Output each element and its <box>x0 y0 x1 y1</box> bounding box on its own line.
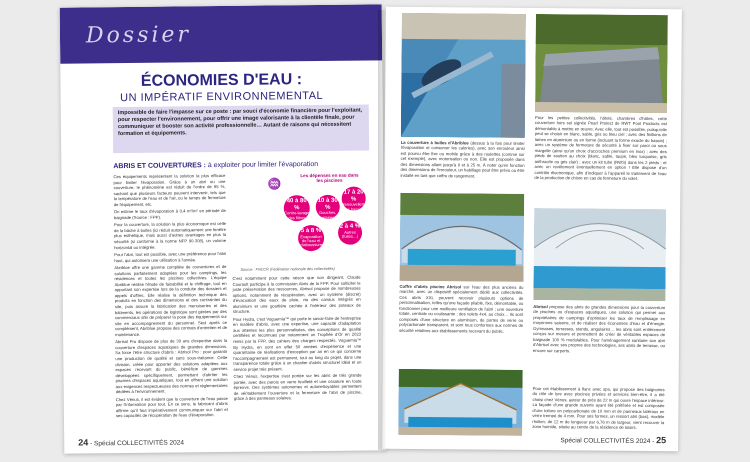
folio-text: Spécial COLLECTIVITÉS 2024 - <box>560 437 657 446</box>
stat-label: Autres (fuites…) <box>341 229 359 239</box>
caption-abrisol-enclosure <box>399 284 523 334</box>
paragraph: Abrisol Pro dispose de plus de 30 ans d'expertise dans la couverture d'espaces aquatiques de grandes dimensions. Sa force l'être structure d'abris : Abrisol Pro : pour garantir une production de qualité et sans sous-traitance. Cette division, créée pour apporter des solutions adaptées aux espaces recevant du public, bénéficie de gammes développées spécifiquement, permettant d'abriter les piscines d'espaces aquatiques, tout en offrant une solution aux exigences respectueuses des normes et réglementaires dédiées à l'environnement. <box>115 338 228 395</box>
caption-venus <box>532 386 664 431</box>
paragraph: Ces équipements représentent la solution la plus efficace pour limiter l'évaporation. Grâce à un abri ou une couverture, le phénomène est réduit de l'ordre de 95 %, sachant que plusieurs facteurs peuvent intervenir, tels que la température de l'eau et de l'air, ou le temps de fermeture de l'équipement, etc. <box>113 172 226 207</box>
stat-blob <box>341 187 371 212</box>
caption-lead: Abrisol <box>533 304 548 310</box>
column-a <box>113 173 228 421</box>
infographic-source: Source : FNCCR (Fédération nationale des collectivités) <box>240 266 335 272</box>
infographic-title: Les dépenses en eau dans les piscines <box>300 172 359 184</box>
intro-box: Impossible de faire l'impasse sur ce poste : par souci d'économie financière pour l'exploitant, pour respecter l'environnement, pour offrir une image valorisante à la clientèle finale, pour communiquer et booster son activité professionnelle… Autant de raisons qui nécessitent formation et équipements. <box>113 104 369 153</box>
left-page <box>60 4 387 453</box>
stat-label: Évaporation de l'eau et éclaboussures <box>298 233 325 248</box>
page-folio-right <box>560 434 666 445</box>
caption-text: Pour les petites collectivités, hôtels, chambres d'hôtes, cette couverture hors sol signée Pearl Protect de RWT Pool Products est démontable à mettre en œuvre. Avec elle, tout est possible, puisqu'elle peut se choisir en blanc, sable, gris ou bleu ciel ; avec des finitions de lames en aluminium ou en forme (incluant la forme exacte du bassin) ; avec un système de fermeture de sécurité à fixer sur paroi ou sous margelle (ainsi qu'un choix d'accroches premium en inox) ; avec des pieds de soutien au choix (blanc, sable, taupe, bleu turquoise, gris anthracite ou gris clair) ; avec un kit tube (RWS) dans les 2 pieds ; et avec un revêtement éventuellement en option ! Elle dispose d'un contrôle électronique, afin d'indiquer à l'appareil le traitement de l'eau de la production de chlore en cas de fermeture du volet. <box>534 115 667 181</box>
section-heading-rest: à exploiter pour limiter l'évaporation <box>205 161 319 170</box>
stat-blob <box>298 225 324 251</box>
stat-blob <box>338 221 362 245</box>
page-number: 24 <box>78 437 89 448</box>
stat-value: 5 à 8 % <box>300 227 322 235</box>
stat-label: Contre-lavage des filtres <box>284 210 310 220</box>
paragraph: On estime le taux d'évaporation à 0,4 m³/m² en période de baignade (Source : FPP). <box>113 208 226 220</box>
caption-pearl-protect <box>534 115 667 182</box>
caption-text: sur l'eau des plus anciens du marché, avec un dispositif spécialement dédié aux collectivités. Ces abris XXL peuvent recevoir plusieurs options de personnalisation, telles qu'une façade pliable, fixe, démontable, ou fonctionner pour une meilleure ventilation de l'abri ; une ouverture totale, centrale ou coulissante ; des volets 4x4, au choix… Ils sont composés d'une structure en aluminium, de portes de verre ou polycarbonate transparent, et sont tous conformes aux normes de sécurité relatives aux établissements recevant du public. <box>399 284 524 334</box>
section-label: Dossier <box>85 22 192 49</box>
photo-abrisol-enclosure <box>400 193 525 282</box>
book-spine <box>378 10 392 450</box>
photo-venus-enclosure <box>398 369 523 436</box>
paragraph: Pour la couverture, la solution la plus économique est celle de la bâche à bulles (ici réduit automatiquement une fenêtre plus esthétique, mais aussi d'autres avantages en plus la sécurité (si conforme à la norme NFP 90-308), un volume horizontal ou intégrée. <box>113 221 227 250</box>
paragraph: Pour l'abri, tout est possible, avec une préférence pour l'abri haut, qui autorisera une utilisation à l'année. <box>114 251 227 263</box>
stat-blob <box>316 195 340 224</box>
stat-label: Renouvellement des bassins <box>341 201 371 212</box>
stat-value: 10 à 30 % <box>317 197 338 211</box>
dossier-band <box>60 4 383 63</box>
article-title: ÉCONOMIES D'EAU : <box>140 71 303 90</box>
section-heading <box>113 160 373 170</box>
caption-lead: Coffre d'abris piscine Abrisol <box>399 283 462 290</box>
paragraph: Chez Vénus, l'expertise s'est portée sur les abris de très grande portée, avec des parois en verre feuilleté et une ossature en toute épreuve. Des systèmes autonomes et autonettoyables permettent de véritablement l'ouverture et la fermeture de l'abri de piscine, grâce à des panneaux solaires. <box>233 372 362 402</box>
right-page <box>382 7 682 452</box>
photo-abrisol-interior <box>533 208 666 301</box>
page-number: 25 <box>656 435 667 446</box>
caption-text: propose des abris de grandes dimensions pour la couverture de piscines ou d'espaces aquatiques, une solution qui permet aux propriétaires de campings d'optimiser les taux de remplissage en moyennes saisons, et de réaliser des économies d'eau et d'énergie. Gymnases, terrasses, stands, angulaires… les abris sont entièrement conçus sur mesure et permettent de créer de véritables espaces de baignade 100 % modulables. Pour l'aménagement sanitaire son abri d'Abrisol avec ses propres des technologies, ses abris de terrasse, ou encore sur carports. <box>532 304 666 353</box>
caption-text: (dessus à la fois pour limiter l'évaporation et conserver les calories), avec son enrouleur ainsi est pourvu être fixe ou mobile grâce à des roulettes (comme sur cet exemple), avec motorisation ou non. Elle est proposée dans des dimensions allant jusqu'à 9 et à 25 m. À noter qu'en fonction des dimensions de l'enrouleur, un habillage peut être prévu ou être installé en tant que coffre de rangement. <box>400 140 525 179</box>
paragraph: Pour Hydra, c'est Voguemia™ qui porte le savoir-faire de l'entreprise en matière d'abris, avec une expertise, une capacité d'adaptation aux attentes les plus personnalisées, des conceptions de qualité certifiées et reconnues par notamment un Trophée d'Or en 2023 remis par la FPP, des cahiers des charges respectés. Voguemia™ By Hydra, en sont en effet 50 années d'expérience et une quarantaine de réalisations d'exception par an en ce qui concerne l'accompagnement est permanent, tout au long du projet, dans une transparence totale grâce à un chantier d'abris structurel idéal et un service projet très présent. <box>232 315 362 372</box>
paragraph: Chez Vénus, il est évident que la couverture de l'eau passe par l'information pour tout. En ce sens, le fabricant d'abris affirme qu'il faut impérativement communiquer sur l'abri et ses capacités de récupération de l'eau d'évaporation. <box>115 395 228 419</box>
caption-bubble-cover <box>400 140 524 179</box>
water-use-infographic <box>237 172 371 265</box>
paragraph: C'est notamment pour cette raison que son dirigeant, Claude Courault participe à la commission Abris de la FPP. Pour solliciter le juste préservation des ressources, Abrisol propose de nombreuses options, notamment de récupération, avec un système (discret) d'évacuation des eaux de pluie, via des canaux intégrés en aluminium et une gouttière cachée à l'intérieur des poteaux de structure. <box>232 274 361 315</box>
stat-blob <box>284 195 310 221</box>
caption-text: Pour cet établissement à flanc avec spa, qui propose des baignoires du rôle de lyre avec piscines privées et services bien-être, il a été choisi chez Vénus, auteur de près de 22 m qui ouvre l'espace intérieur. La façade d'une grande ouverte ayant été préférée et est composée d'une toiture en polycarbonate de 10 mm et de panneaux latéraux en verre trempé de 4 mm. Pour ses formes, un ressort abri (bas), modèle rhollen, de 12 m de longueur par 6,76 m de largeur, vient recouvrir la zone humide, située au centre de la résidence de loisirs. <box>532 386 665 431</box>
stat-value: 17 à 20 % <box>343 189 364 203</box>
photo-bubble-cover <box>401 13 526 138</box>
stat-label: Douches, sanitaires et lavabos <box>317 210 339 224</box>
article-subtitle: UN IMPÉRATIF ENVIRONNEMENTAL <box>120 89 324 105</box>
page-folio-left <box>78 436 184 447</box>
stat-value: 40 à 80 % <box>286 198 307 211</box>
column-b <box>232 275 361 404</box>
photo-pearl-protect <box>535 14 668 113</box>
caption-abrisol <box>533 304 665 354</box>
swimmer-icon: ♒ <box>267 178 282 191</box>
section-heading-main: ABRIS ET COUVERTURES : <box>113 162 206 171</box>
stat-value: 2 à 4 % <box>339 223 361 230</box>
caption-lead: La couverture à bulles d'Abriblue <box>400 139 469 146</box>
folio-text: - Spécial COLLECTIVITÉS 2024 <box>88 439 185 448</box>
paragraph: Abriblue offre une gamme complète de couvertures et de solutions parfaitement adaptées pour les campings, les résidences et toutes les piscines collectives. L'équipe Abriblue réalise l'étude de faisabilité et le chiffrage, tout en apportant son expertise lors de la conduite des dossiers et appels d'offres. Elle réalise la définition technique des produits en fonction des dimensions et des contraintes du site, puis assure la fabrication des menuiseries et des bâtiments, les opérations de logistique sont gérées par des commerciaux afin de préparer la pose des équipements sur site en accompagnement du personnel. Seul après ce complément, Abriblue propose des contrats d'entretien et de maintenance. <box>114 264 228 337</box>
